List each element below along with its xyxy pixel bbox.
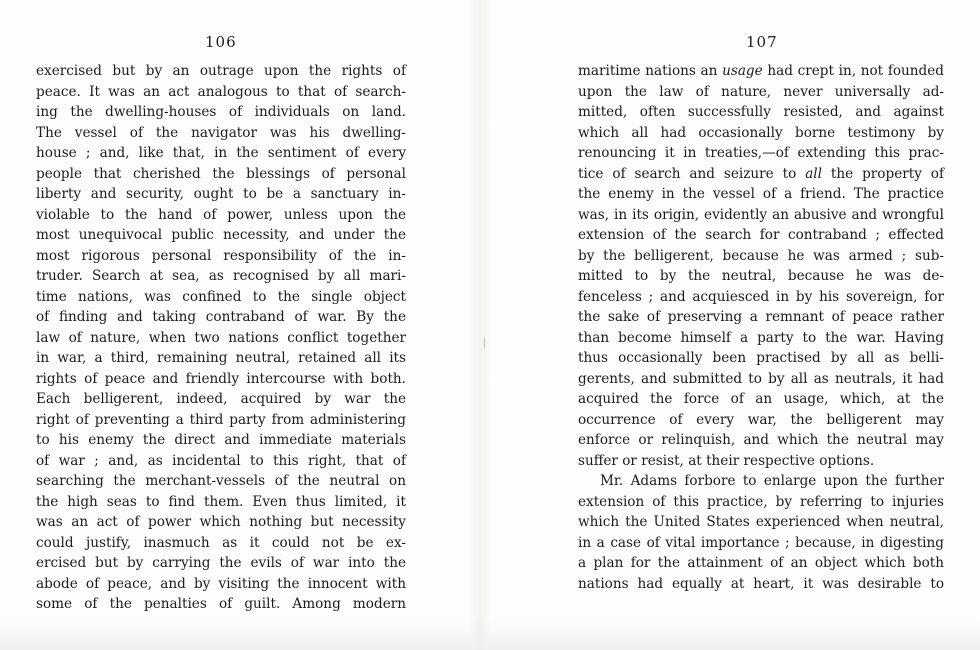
text-line: to his enemy the direct and immediate materials xyxy=(36,432,406,448)
italic-text: usage xyxy=(722,63,763,79)
text-line: which all had occasionally borne testimony by xyxy=(578,124,944,141)
text-line: right of preventing a third party from administering xyxy=(36,411,406,428)
text-line: mitted to by the neutral, because he was de- xyxy=(578,268,944,284)
text-line: Each belligerent, indeed, acquired by war the xyxy=(36,391,406,407)
text-line xyxy=(578,164,944,185)
italic-text: all xyxy=(805,165,823,182)
text-line: rights of peace and friendly intercourse with both. xyxy=(36,370,406,387)
text-line: peace. It was an act analogous to that of search- xyxy=(36,83,406,100)
text-line: most rigorous personal responsibility of the in- xyxy=(36,247,406,264)
text-line: than become himself a party to the war. Having xyxy=(578,329,944,346)
text-line: nations had equally at heart, it was desirable to xyxy=(578,575,944,592)
book-gutter xyxy=(470,0,490,650)
text-line: extension of the search for contraband ; effected xyxy=(578,227,944,243)
right-page-text xyxy=(578,61,944,594)
text-line: house ; and, like that, in the sentiment of every xyxy=(36,145,406,161)
text-line: liberty and security, ought to be a sanctuary in- xyxy=(36,186,406,202)
text-line: time nations, was confined to the single object xyxy=(36,288,406,305)
text-line xyxy=(578,61,944,82)
text-line: suffer or resist, at their respective options. xyxy=(578,452,875,469)
left-page-text xyxy=(36,61,406,615)
text-line: gerents, and submitted to by all as neutrals, it had xyxy=(578,370,944,387)
text-line: which the United States experienced when neutral, xyxy=(578,514,944,530)
text-line: most unequivocal public necessity, and under the xyxy=(36,227,406,243)
text-line: law of nature, when two nations conflict together xyxy=(36,329,406,346)
text-line: of war ; and, as incidental to this right, that of xyxy=(36,452,406,469)
text-line: searching the merchant-vessels of the neutral on xyxy=(36,473,406,489)
text-line: some of the penalties of guilt. Among modern xyxy=(36,596,406,612)
text-line: truder. Search at sea, as recognised by all mari- xyxy=(36,268,406,284)
page-number: 106 xyxy=(205,33,237,51)
text-line: in war, a third, remaining neutral, retained all its xyxy=(36,350,406,366)
page-number: 107 xyxy=(746,33,778,51)
text-line: The vessel of the navigator was his dwelling- xyxy=(36,124,406,141)
text-line: enforce or relinquish, and which the neutral may xyxy=(578,432,944,448)
text-line: the high seas to find them. Even thus limited, it xyxy=(36,493,406,510)
text-line: by the belligerent, because he was armed ; sub- xyxy=(578,247,944,264)
text-segment: had crept in, not founded xyxy=(762,63,944,79)
text-line: the enemy in the vessel of a friend. The practice xyxy=(578,186,944,202)
text-line: exercised but by an outrage upon the rights of xyxy=(36,63,406,79)
text-line: Mr. Adams forbore to enlarge upon the further xyxy=(600,473,944,489)
text-line: of finding and taking contraband of war. By the xyxy=(36,309,406,325)
text-line: extension of this practice, by referring to injuries xyxy=(578,493,944,510)
text-line: in a case of vital importance ; because, in digesting xyxy=(578,534,944,551)
text-segment: tice of search and seizure to xyxy=(578,165,806,182)
text-line: occurrence of every war, the belligerent may xyxy=(578,411,944,428)
text-line: the sake of preserving a remnant of peace rather xyxy=(578,309,944,325)
text-line: upon the law of nature, never universally ad- xyxy=(578,83,944,100)
text-line: a plan for the attainment of an object which both xyxy=(578,555,944,571)
text-line: acquired the force of an usage, which, at the xyxy=(578,391,944,407)
text-line: renouncing it in treaties,—of extending this prac- xyxy=(578,145,944,161)
text-line: ing the dwelling-houses of individuals on land. xyxy=(36,104,406,120)
text-line: could justify, inasmuch as it could not be ex- xyxy=(36,534,406,551)
text-line: was an act of power which nothing but necessity xyxy=(36,514,406,530)
text-line: abode of peace, and by visiting the innocent with xyxy=(36,575,406,592)
text-line: was, in its origin, evidently an abusive and wrongful xyxy=(578,206,944,223)
text-segment: the property of xyxy=(822,165,945,182)
text-line: people that cherished the blessings of personal xyxy=(36,165,406,182)
gutter-mark xyxy=(484,338,485,348)
right-page xyxy=(490,0,980,650)
text-line: ercised but by carrying the evils of war into the xyxy=(36,555,406,571)
text-line: thus occasionally been practised by all as belli- xyxy=(578,350,944,366)
page-edge-shadow xyxy=(0,620,980,650)
text-segment: maritime nations an xyxy=(578,63,723,79)
left-page xyxy=(0,0,470,650)
text-line: violable to the hand of power, unless upon the xyxy=(36,206,406,223)
text-line: fenceless ; and acquiesced in by his sovereign, for xyxy=(578,288,944,305)
text-line: mitted, often successfully resisted, and against xyxy=(578,104,944,120)
